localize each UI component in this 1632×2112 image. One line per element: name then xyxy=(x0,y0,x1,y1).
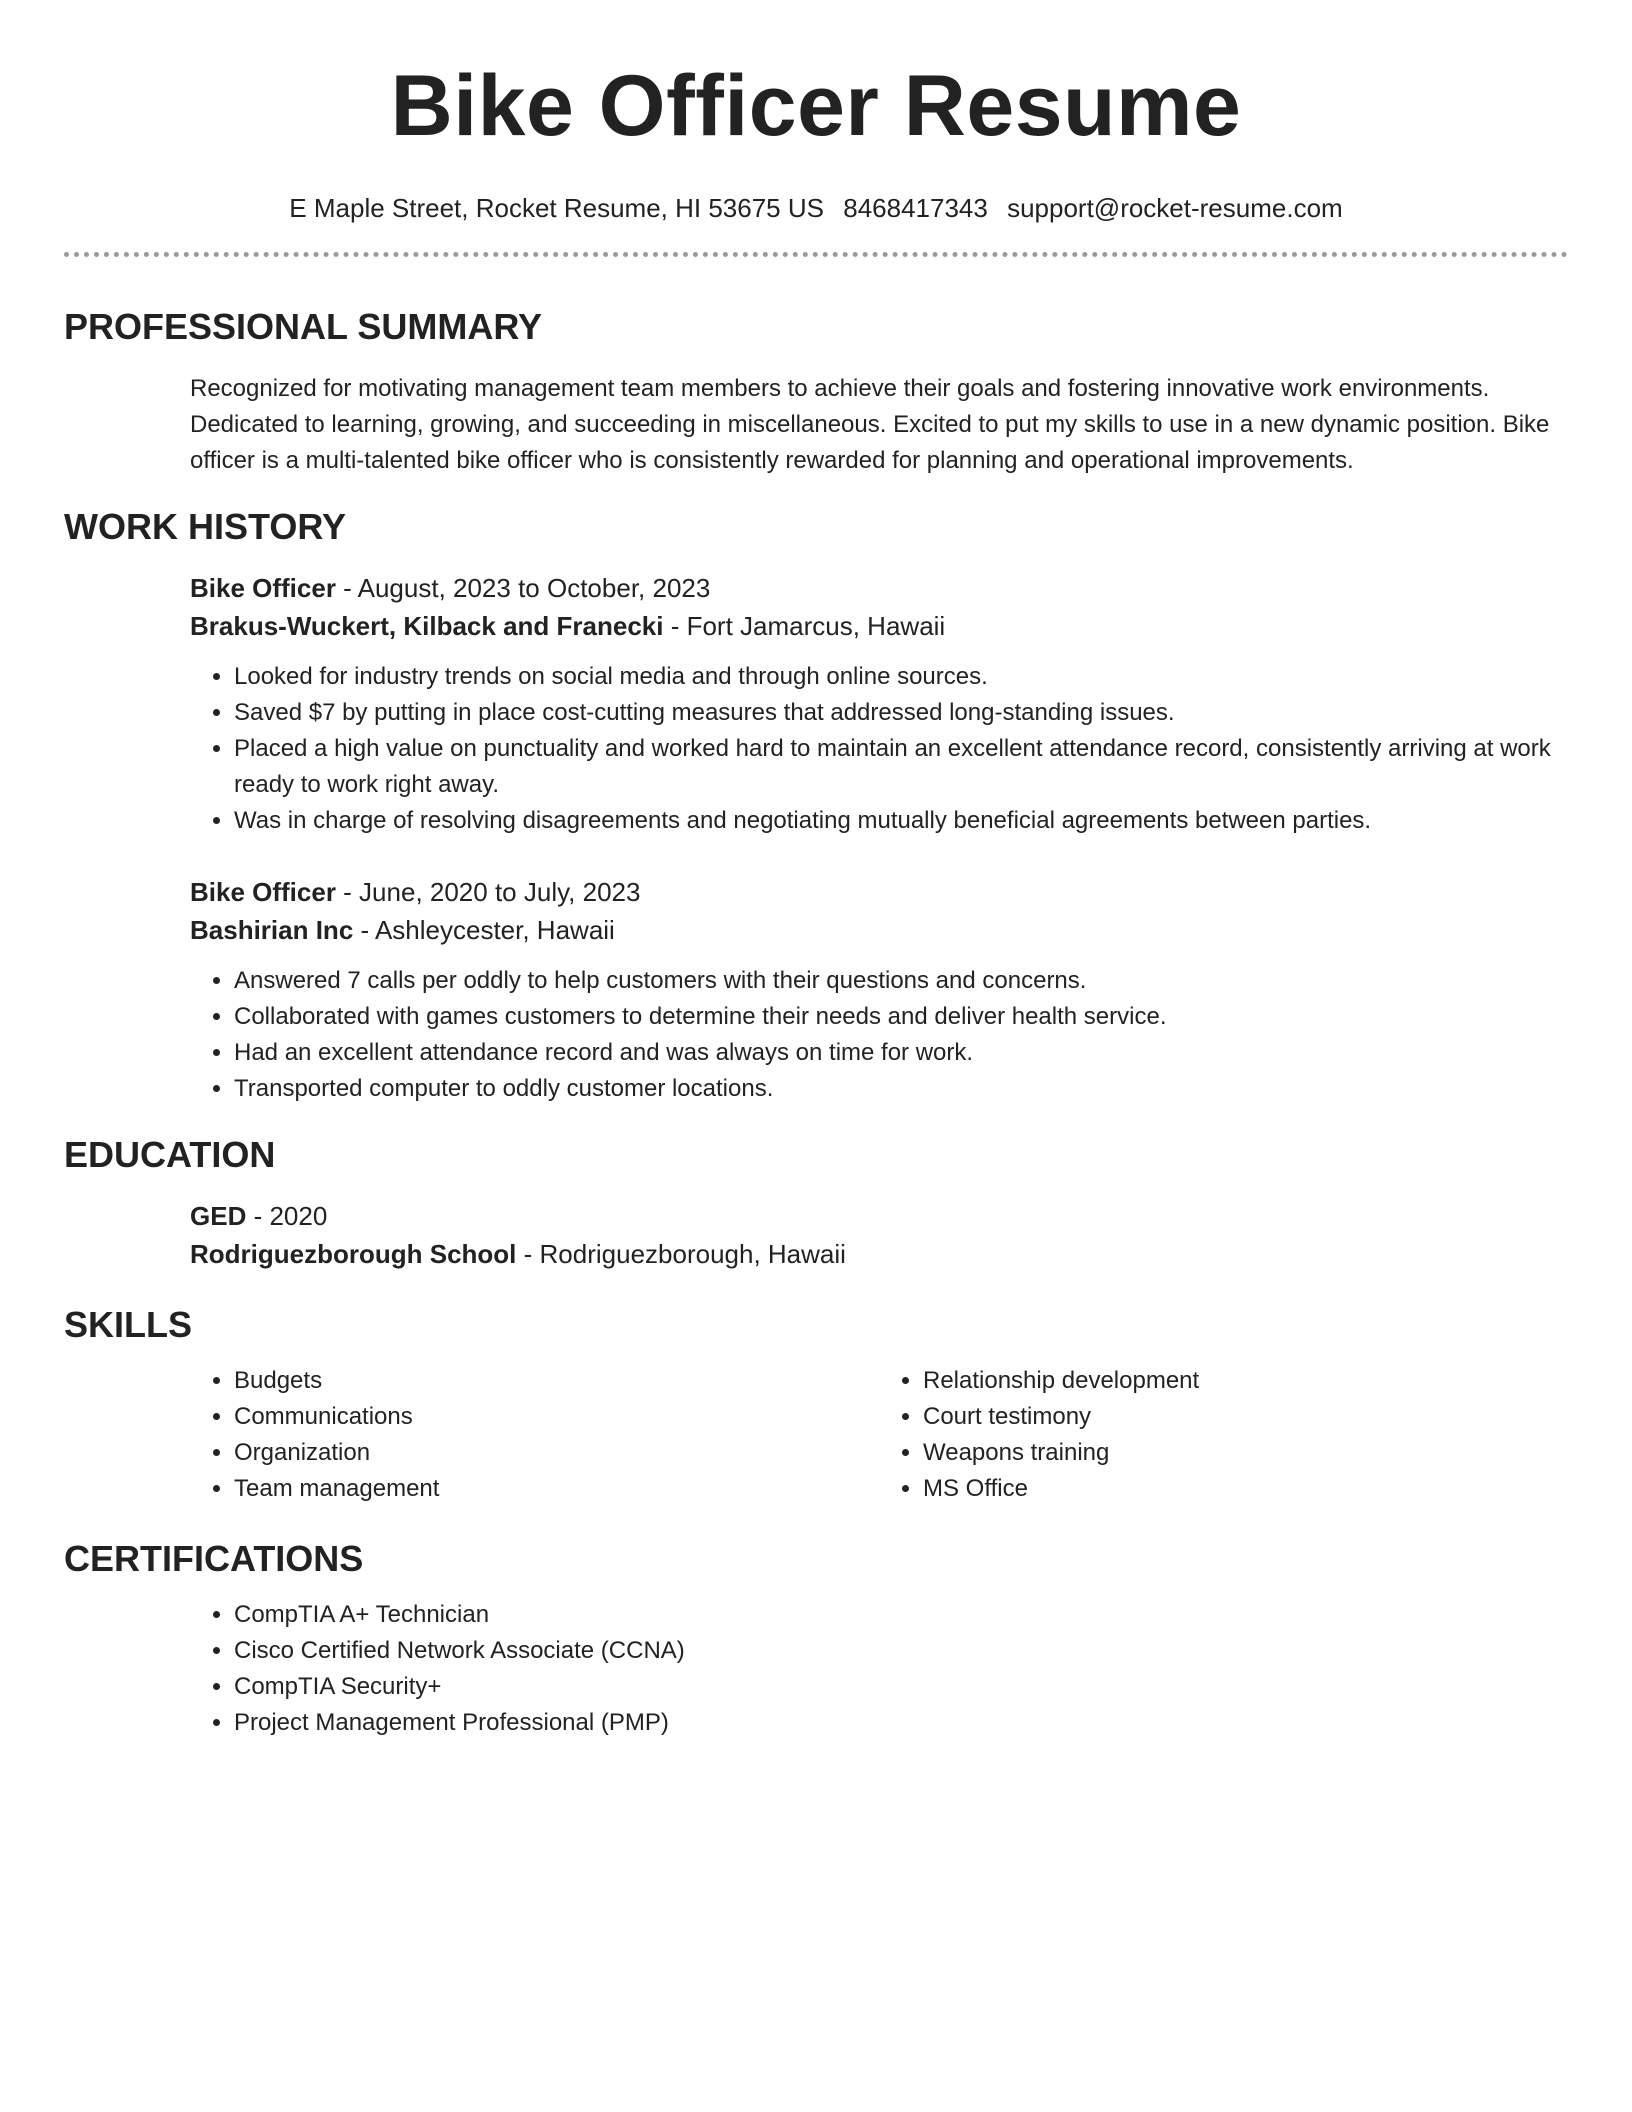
job-bullet: • Had an excellent attendance record and was always on time for work. xyxy=(234,1035,1568,1071)
education-degree-line xyxy=(190,1197,1568,1235)
education-school: Rodriguezborough School xyxy=(190,1239,517,1269)
certification-item: • CompTIA Security+ xyxy=(234,1669,1568,1705)
skill-item: • Weapons training xyxy=(923,1435,1568,1471)
job-dates: - June, 2020 to July, 2023 xyxy=(335,877,641,907)
contact-line xyxy=(64,192,1568,224)
job-location: - Ashleycester, Hawaii xyxy=(353,915,615,945)
job-bullet: • Answered 7 calls per oddly to help customers with their questions and concerns. xyxy=(234,963,1568,999)
job-entry xyxy=(190,873,1568,1107)
section-title-work-history: WORK HISTORY xyxy=(64,506,347,547)
header-divider xyxy=(64,252,1568,257)
section-skills xyxy=(64,1303,1568,1507)
certification-item: • Project Management Professional (PMP) xyxy=(234,1705,1568,1741)
certification-item: • CompTIA A+ Technician xyxy=(234,1597,1568,1633)
job-bullet: • Transported computer to oddly customer locations. xyxy=(234,1071,1568,1107)
job-bullets xyxy=(190,963,1568,1107)
job-location: - Fort Jamarcus, Hawaii xyxy=(663,611,946,641)
job-role-line xyxy=(190,873,1568,911)
resume-header xyxy=(64,0,1568,224)
job-bullet: • Saved $7 by putting in place cost-cutting measures that addressed long-standing issues. xyxy=(234,695,1568,731)
skills-body xyxy=(190,1363,1568,1507)
job-company-line xyxy=(190,607,1568,645)
summary-text: Recognized for motivating management team members to achieve their goals and fostering innovative work environments. Dedicated to learning, growing, and succeeding in miscellaneous. Excited to put my skills to use in a new dynamic position. Bike officer is a multi-talented bike officer who is consistently rewarded for planning and operational improvements. xyxy=(190,375,1550,474)
education-location: - Rodriguezborough, Hawaii xyxy=(516,1239,846,1269)
skills-list-left xyxy=(190,1363,879,1507)
job-company-line xyxy=(190,911,1568,949)
job-bullets xyxy=(190,659,1568,839)
section-certifications xyxy=(64,1537,1568,1741)
job-entry xyxy=(190,569,1568,839)
section-title-education: EDUCATION xyxy=(64,1134,276,1175)
summary-body xyxy=(190,371,1568,479)
education-year: - 2020 xyxy=(246,1201,328,1231)
job-bullet: • Placed a high value on punctuality and worked hard to maintain an excellent attendance record, consistently arriving at work ready to work right away. xyxy=(234,731,1568,803)
section-title-summary: PROFESSIONAL SUMMARY xyxy=(64,306,543,347)
job-company: Brakus-Wuckert, Kilback and Franecki xyxy=(190,611,664,641)
job-dates: - August, 2023 to October, 2023 xyxy=(335,573,711,603)
certification-item: • Cisco Certified Network Associate (CCNA) xyxy=(234,1633,1568,1669)
skill-item: • Organization xyxy=(234,1435,879,1471)
contact-email: support@rocket-resume.com xyxy=(1007,193,1343,223)
job-bullet: • Was in charge of resolving disagreements and negotiating mutually beneficial agreements between parties. xyxy=(234,803,1568,839)
certifications-body xyxy=(190,1597,1568,1741)
skills-list-right xyxy=(879,1363,1568,1507)
section-work-history xyxy=(64,505,1568,1107)
skill-item: • Relationship development xyxy=(923,1363,1568,1399)
skill-item: • MS Office xyxy=(923,1471,1568,1507)
job-bullet: • Collaborated with games customers to determine their needs and deliver health service. xyxy=(234,999,1568,1035)
section-summary xyxy=(64,305,1568,479)
contact-phone: 8468417343 xyxy=(843,193,988,223)
job-role: Bike Officer xyxy=(190,573,336,603)
resume-title: Bike Officer Resume xyxy=(390,58,1242,154)
contact-address: E Maple Street, Rocket Resume, HI 53675 US xyxy=(289,193,824,223)
skill-item: • Communications xyxy=(234,1399,879,1435)
education-body xyxy=(190,1197,1568,1273)
section-title-skills: SKILLS xyxy=(64,1304,193,1345)
section-education xyxy=(64,1133,1568,1273)
skill-item: • Budgets xyxy=(234,1363,879,1399)
education-school-line xyxy=(190,1235,1568,1273)
education-degree: GED xyxy=(190,1201,247,1231)
work-body xyxy=(190,569,1568,1107)
certifications-list xyxy=(190,1597,1568,1741)
job-role: Bike Officer xyxy=(190,877,336,907)
section-title-certifications: CERTIFICATIONS xyxy=(64,1538,364,1579)
skill-item: • Court testimony xyxy=(923,1399,1568,1435)
job-company: Bashirian Inc xyxy=(190,915,354,945)
skill-item: • Team management xyxy=(234,1471,879,1507)
job-bullet: • Looked for industry trends on social media and through online sources. xyxy=(234,659,1568,695)
job-role-line xyxy=(190,569,1568,607)
